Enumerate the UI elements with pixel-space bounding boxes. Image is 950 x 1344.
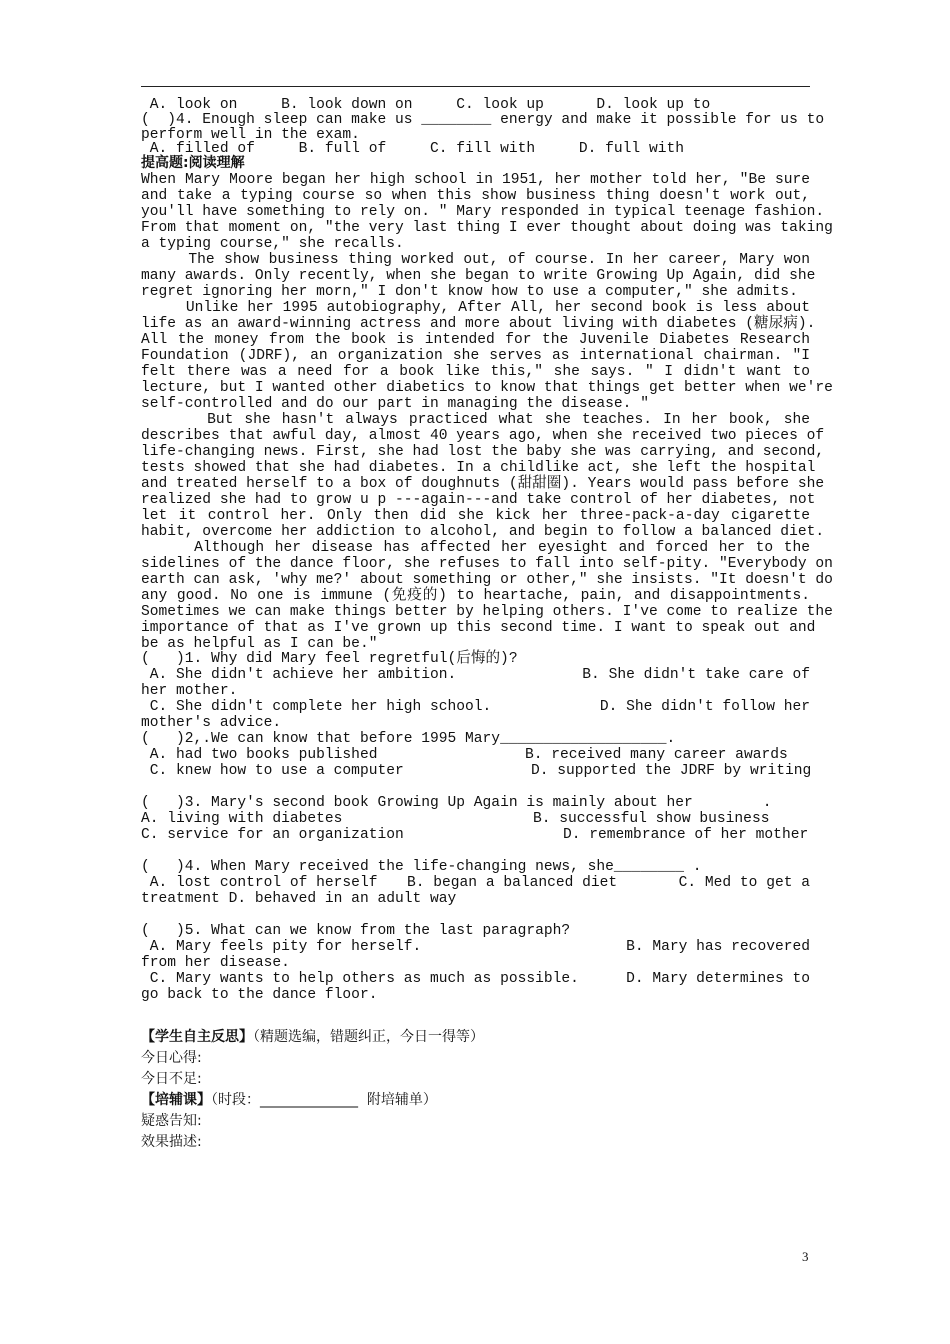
q2-option-d: D. supported the JDRF by writing <box>531 763 812 779</box>
q1-option-d-cont: mother's advice. <box>141 715 282 731</box>
reflection-subtitle: （精题选编，错题纠正，今日一得等） <box>253 1029 484 1045</box>
passage-line: Although her disease has affected her eyesight and forced her to the <box>141 540 810 556</box>
q3-option-c: C. service for an organization <box>141 827 404 843</box>
rq4-options-row2: treatment D. behaved in an adult way <box>141 891 457 907</box>
passage-line: All the money from the book is intended for the Juvenile Diabetes Research <box>141 332 810 348</box>
q2-option-c: C. knew how to use a computer <box>141 763 404 779</box>
doubt-line: 疑惑告知: <box>141 1113 202 1129</box>
header-rule <box>141 86 810 87</box>
passage-line: Unlike her 1995 autobiography, After All, her second book is less about <box>141 300 810 316</box>
q1-option-b: B. She didn't take care of <box>582 667 810 683</box>
passage-line: any good. No one is immune (免疫的) to heartache, pain, and disappointments. <box>141 588 810 604</box>
passage-line: importance of that as I've grown up this second time. I want to speak out and <box>141 620 816 636</box>
passage-line: you'll have something to rely on. " Mary responded in typical teenage fashion. <box>141 204 825 220</box>
rq4-options-row1 <box>141 875 810 891</box>
passage-line: and take a typing course so when this show business thing doesn't work out, <box>141 188 810 204</box>
q3-option-d: D. remembrance of her mother <box>563 827 809 843</box>
passage-line: let it control her. Only then did she kick her three-pack-a-day cigarette <box>141 508 810 524</box>
q5-option-a: A. Mary feels pity for herself. <box>141 939 422 955</box>
q4-line2: perform well in the exam. <box>141 127 360 143</box>
q1-options-row2 <box>141 699 810 715</box>
q2-option-a: A. had two books published <box>141 747 378 763</box>
passage-line: felt there was a need for a book like this," she says. " I didn't want to <box>141 364 810 380</box>
reflection-heading <box>141 1027 810 1047</box>
q5-option-c: C. Mary wants to help others as much as possible. <box>141 971 579 987</box>
rq4-stem: ( )4. When Mary received the life-changing news, she________ . <box>141 859 702 875</box>
q3-stem: ( )3. Mary's second book Growing Up Again is mainly about her . <box>141 795 772 811</box>
q4-line1: ( )4. Enough sleep can make us ________ energy and make it possible for us to <box>141 112 825 128</box>
prev-question-options: A. look on B. look down on C. look up D. look up to <box>141 97 711 113</box>
q2-option-b: B. received many career awards <box>525 747 788 763</box>
passage-line: many awards. Only recently, when she began to write Growing Up Again, did she <box>141 268 816 284</box>
passage-line: life as an award-winning actress and more about living with diabetes (糖尿病). <box>141 316 816 332</box>
passage-line: sidelines of the dance floor, she refuses to fall into self-pity. "Everybody on <box>141 556 833 572</box>
passage-line: Foundation (JDRF), an organization she serves as international chairman. "I <box>141 348 810 364</box>
rq4-option-b: B. began a balanced diet <box>407 875 618 891</box>
passage-line: life-changing news. First, she had lost the baby she was carrying, and second, <box>141 444 825 460</box>
q5-stem: ( )5. What can we know from the last paragraph? <box>141 923 571 939</box>
q1-option-d: D. She didn't follow her <box>599 699 810 715</box>
q4-options: A. filled of B. full of C. fill with D. full with <box>141 141 684 157</box>
passage-line: habit, overcome her addiction to alcohol, and begin to follow a balanced diet. <box>141 524 825 540</box>
passage-line: describes that awful day, almost 40 years ago, when she received two pieces of <box>141 428 825 444</box>
q3-option-a: A. living with diabetes <box>141 811 343 827</box>
reflection-gain: 今日心得: <box>141 1050 202 1066</box>
rq4-option-a: A. lost control of herself <box>141 875 378 891</box>
q3-options-row2 <box>141 827 810 843</box>
q5-options-row2 <box>141 971 810 987</box>
q3-option-b: B. successful show business <box>533 811 770 827</box>
q1-stem: ( )1. Why did Mary feel regretful(后悔的)? <box>141 651 518 667</box>
q5-option-d: D. Mary determines to <box>626 971 810 987</box>
passage-line: a typing course," she recalls. <box>141 236 404 252</box>
q5-option-b-cont: from her disease. <box>141 955 290 971</box>
reflection-title: 【学生自主反思】 <box>141 1029 253 1045</box>
passage-line: But she hasn't always practiced what she teaches. In her book, she <box>141 412 810 428</box>
effect-line: 效果描述: <box>141 1134 202 1150</box>
passage-line: and treated herself to a box of doughnuts (甜甜圈). Years would pass before she <box>141 476 825 492</box>
passage-line: Sometimes we can make things better by helping others. I've come to realize the <box>141 604 833 620</box>
passage-line: earth can ask, 'why me?' about something or other," she insists. "It doesn't do <box>141 572 833 588</box>
passage-line: lecture, but I wanted other diabetics to know that things get better when we're <box>141 380 833 396</box>
q5-options-row1 <box>141 939 810 955</box>
tutor-title: 【培辅课】 <box>141 1092 211 1108</box>
passage-line: The show business thing worked out, of course. In her career, Mary won <box>141 252 810 268</box>
q3-options-row1 <box>141 811 810 827</box>
q1-option-c: C. She didn't complete her high school. <box>141 699 492 715</box>
tutor-detail: （时段：______________ 附培辅单） <box>211 1092 437 1108</box>
tutor-heading <box>141 1090 810 1110</box>
q2-options-row2 <box>141 763 810 779</box>
q1-options-row1 <box>141 667 810 683</box>
q1-option-a: A. She didn't achieve her ambition. <box>141 667 457 683</box>
passage-line: self-controlled and do our part in managing the disease. " <box>141 396 649 412</box>
q1-option-b-cont: her mother. <box>141 683 238 699</box>
passage-line: regret ignoring her morn," I don't know how to use a computer," she admits. <box>141 284 798 300</box>
passage-line: From that moment on, "the very last thing I ever thought about doing was taking <box>141 220 833 236</box>
page-number: 3 <box>802 1249 809 1264</box>
passage-line: tests showed that she had diabetes. In a childlike act, she left the hospital <box>141 460 816 476</box>
passage-line: realized she had to grow u p ---again---and take control of her diabetes, not <box>141 492 816 508</box>
q5-option-d-cont: go back to the dance floor. <box>141 987 378 1003</box>
q5-option-b: B. Mary has recovered <box>626 939 810 955</box>
passage-line: be as helpful as I can be." <box>141 636 378 652</box>
reflection-lack: 今日不足: <box>141 1071 202 1087</box>
q2-stem: ( )2,.We can know that before 1995 Mary___________________. <box>141 731 676 747</box>
section-heading: 提高题:阅读理解 <box>141 155 245 171</box>
rq4-option-c: C. Med to get a <box>678 875 810 891</box>
passage-line: When Mary Moore began her high school in 1951, her mother told her, "Be sure <box>141 172 810 188</box>
q2-options-row1 <box>141 747 810 763</box>
